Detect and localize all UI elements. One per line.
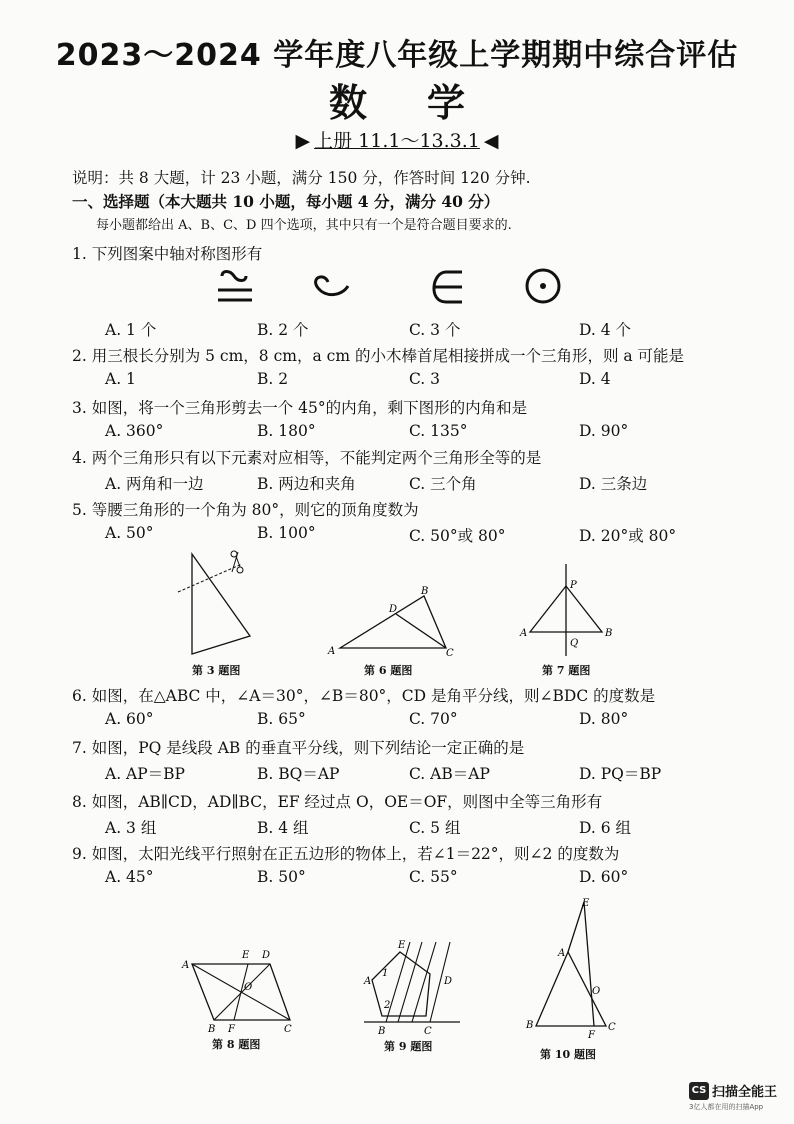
svg-text:B: B [421, 586, 429, 597]
option-d[interactable]: D. 60° [579, 868, 629, 886]
section-note: 每小题都给出 A、B、C、D 四个选项，其中只有一个是符合题目要求的. [96, 218, 512, 233]
option-d[interactable]: D. 三条边 [579, 475, 648, 493]
svg-text:C: C [446, 648, 454, 658]
svg-text:B: B [526, 1020, 534, 1031]
figure-7-caption: 第 7 题图 [542, 664, 591, 677]
figure-8 [178, 942, 302, 1034]
question-stem: 4. 两个三角形只有以下元素对应相等，不能判定两个三角形全等的是 [72, 449, 542, 467]
svg-text:A: A [182, 960, 190, 971]
s-curve-symbol-icon [316, 277, 348, 295]
svg-text:A: A [558, 948, 566, 959]
option-c[interactable]: C. 5 组 [409, 819, 461, 837]
svg-text:C: C [424, 1026, 432, 1036]
figure-9 [360, 936, 464, 1036]
option-b[interactable]: B. 4 组 [257, 819, 309, 837]
watermark-name: 扫描全能王 [712, 1085, 778, 1100]
scissors-icon [231, 551, 243, 573]
figure-9-caption: 第 9 题图 [384, 1040, 433, 1053]
option-d[interactable]: D. 4 [579, 370, 611, 388]
option-b[interactable]: B. 2 个 [257, 321, 309, 339]
approx-equal-symbol-icon [218, 272, 252, 301]
option-c[interactable]: C. 70° [409, 710, 458, 728]
option-a[interactable]: A. 45° [105, 868, 154, 886]
svg-text:F: F [588, 1030, 595, 1040]
question-stem: 1. 下列图案中轴对称图形有 [72, 245, 263, 263]
figure-8-caption: 第 8 题图 [212, 1038, 261, 1051]
option-b[interactable]: B. 100° [257, 524, 316, 542]
svg-text:D: D [389, 604, 398, 615]
section-heading: 一、选择题（本大题共 10 小题，每小题 4 分，满分 40 分） [72, 192, 500, 211]
option-d[interactable]: D. 90° [579, 422, 629, 440]
triangle-right-icon: ▶ [295, 130, 311, 152]
svg-text:C: C [608, 1022, 616, 1033]
option-b[interactable]: B. 50° [257, 868, 306, 886]
option-d[interactable]: D. 6 组 [579, 819, 632, 837]
scope-text: 上册 11.1～13.3.1 [314, 130, 480, 152]
svg-text:1: 1 [382, 968, 389, 979]
q1-symbols [200, 268, 580, 308]
question-stem: 8. 如图，AB∥CD，AD∥BC，EF 经过点 O，OE＝OF，则图中全等三角形有 [72, 793, 603, 811]
watermark-slogan: 3亿人都在用的扫描App [689, 1103, 764, 1111]
triangle-left-icon: ◀ [483, 130, 499, 152]
svg-text:E: E [582, 898, 590, 909]
svg-text:A: A [520, 628, 528, 639]
option-b[interactable]: B. 2 [257, 370, 289, 388]
svg-text:A: A [328, 646, 336, 657]
option-b[interactable]: B. 两边和夹角 [257, 475, 356, 493]
svg-text:E: E [398, 940, 406, 951]
option-c[interactable]: C. 50°或 80° [409, 527, 506, 545]
question-stem: 7. 如图，PQ 是线段 AB 的垂直平分线，则下列结论一定正确的是 [72, 739, 525, 757]
svg-text:O: O [244, 982, 253, 993]
figure-6 [324, 582, 464, 658]
question-stem: 6. 如图，在△ABC 中，∠A＝30°，∠B＝80°，CD 是角平分线，则∠BDC 的度数是 [72, 687, 656, 705]
svg-text:O: O [592, 986, 601, 997]
figure-6-caption: 第 6 题图 [364, 664, 413, 677]
svg-text:C: C [284, 1024, 292, 1034]
option-c[interactable]: C. 三个角 [409, 475, 477, 493]
option-c[interactable]: C. 55° [409, 868, 458, 886]
option-a[interactable]: A. 60° [105, 710, 154, 728]
option-a[interactable]: A. 1 [105, 370, 136, 388]
option-b[interactable]: B. BQ＝AP [257, 765, 340, 783]
svg-text:F: F [228, 1024, 235, 1034]
svg-text:2: 2 [384, 1000, 391, 1011]
element-of-symbol-icon [434, 272, 462, 302]
option-a[interactable]: A. AP＝BP [105, 765, 185, 783]
figure-3-caption: 第 3 题图 [192, 664, 241, 677]
option-c[interactable]: C. 135° [409, 422, 468, 440]
figure-10 [522, 894, 622, 1040]
option-d[interactable]: D. 20°或 80° [579, 527, 677, 545]
exam-title: 2023～2024 学年度八年级上学期期中综合评估 [55, 38, 739, 73]
subject-title: 数学 [328, 80, 525, 125]
svg-text:B: B [378, 1026, 386, 1036]
question-stem: 5. 等腰三角形的一个角为 80°，则它的顶角度数为 [72, 501, 419, 519]
figure-7 [514, 562, 624, 658]
svg-text:D: D [262, 950, 271, 961]
option-d[interactable]: D. 4 个 [579, 321, 632, 339]
option-c[interactable]: C. 3 [409, 370, 441, 388]
scanner-watermark [689, 1080, 777, 1112]
camscanner-logo-icon: CS [689, 1082, 709, 1100]
intro-text: 说明：共 8 大题，计 23 小题，满分 150 分，作答时间 120 分钟. [72, 169, 531, 187]
option-a[interactable]: A. 两角和一边 [105, 475, 204, 493]
question-stem: 3. 如图，将一个三角形剪去一个 45°的内角，剩下图形的内角和是 [72, 399, 528, 417]
option-b[interactable]: B. 65° [257, 710, 306, 728]
option-a[interactable]: A. 3 组 [105, 819, 157, 837]
figure-10-caption: 第 10 题图 [540, 1048, 596, 1061]
svg-text:P: P [570, 580, 577, 591]
scope-banner [0, 126, 794, 153]
option-d[interactable]: D. 80° [579, 710, 629, 728]
svg-text:Q: Q [570, 638, 579, 649]
option-a[interactable]: A. 50° [105, 524, 154, 542]
option-c[interactable]: C. 3 个 [409, 321, 461, 339]
svg-text:B: B [605, 628, 613, 639]
option-a[interactable]: A. 1 个 [105, 321, 157, 339]
option-b[interactable]: B. 180° [257, 422, 316, 440]
question-stem: 9. 如图，太阳光线平行照射在正五边形的物体上，若∠1＝22°，则∠2 的度数为 [72, 845, 620, 863]
svg-text:E: E [242, 950, 250, 961]
figure-3 [170, 548, 260, 660]
svg-text:D: D [444, 976, 453, 987]
svg-text:A: A [364, 976, 372, 987]
question-stem: 2. 用三根长分别为 5 cm，8 cm，a cm 的小木棒首尾相接拼成一个三角形，则 a 可能是 [72, 347, 685, 365]
svg-text:B: B [208, 1024, 216, 1034]
option-a[interactable]: A. 360° [105, 422, 164, 440]
option-c[interactable]: C. AB＝AP [409, 765, 490, 783]
option-d[interactable]: D. PQ＝BP [579, 765, 662, 783]
